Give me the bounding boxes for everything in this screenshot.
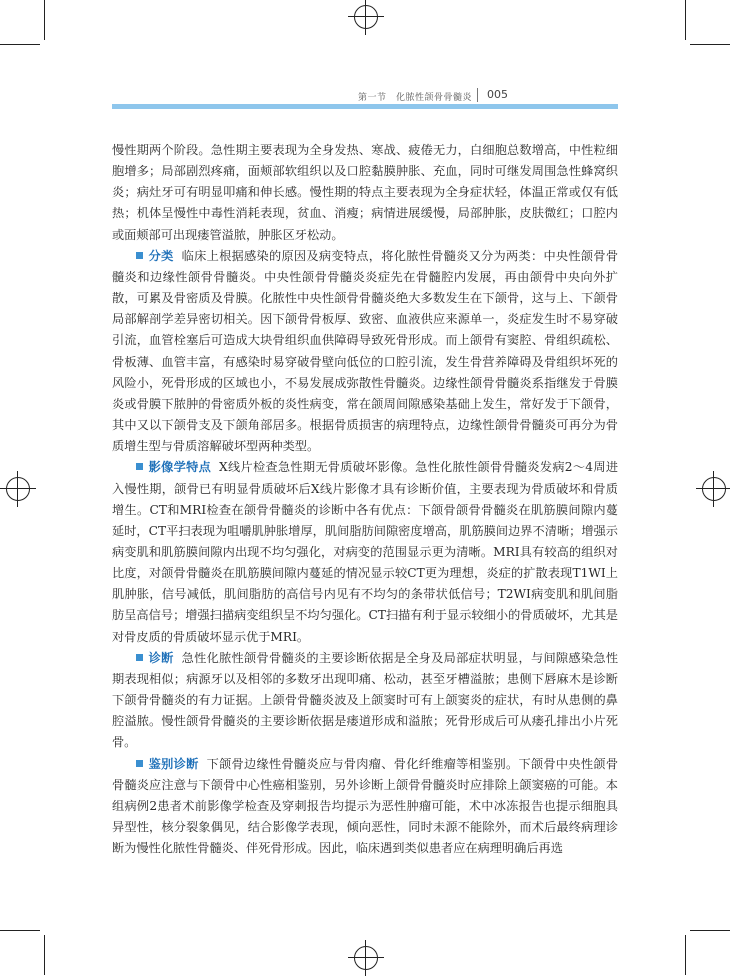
square-bullet-icon bbox=[136, 252, 143, 259]
header-accent-bar bbox=[112, 104, 618, 109]
square-bullet-icon bbox=[136, 654, 143, 661]
registration-mark-right bbox=[702, 477, 726, 501]
paragraph-text: 急性化脓性颌骨骨髓炎的主要诊断依据是全身及局部症状明显，与间隙感染急性期表现相似；病源牙以及相邻的多数牙出现叩痛、松动，甚至牙槽溢脓；患侧下唇麻木是诊断下颌骨骨髓炎的有力证据。上颌骨骨髓炎波及上颌窦时可有上颌窦炎的症状，有时从患侧的鼻腔溢脓。慢性颌骨骨髓炎的主要诊断依据是瘘道形成和溢脓；死骨形成后可从瘘孔排出小片死骨。 bbox=[112, 650, 619, 750]
paragraph-classification bbox=[112, 246, 618, 458]
section-keyword: 鉴别诊断 bbox=[148, 756, 199, 771]
registration-mark-top bbox=[354, 5, 378, 29]
page-number: 005 bbox=[487, 88, 508, 101]
paragraph-differential bbox=[112, 754, 618, 860]
paragraph-intro: 慢性期两个阶段。急性期主要表现为全身发热、寒战、疲倦无力，白细胞总数增高，中性粒细胞增多；局部剧烈疼痛，面颊部软组织以及口腔黏膜肿胀、充血，同时可继发周围急性蜂窝织炎；病灶牙可有明显叩痛和伸长感。慢性期的特点主要表现为全身症状轻，体温正常或仅有低热；机体呈慢性中毒性消耗表现，贫血、消瘦；病情进展缓慢，局部肿胀，皮肤微红；口腔内或面颊部可出现瘘管溢脓，肿胀区牙松动。 bbox=[112, 143, 618, 242]
square-bullet-icon bbox=[136, 760, 143, 767]
paragraph-diagnosis bbox=[112, 648, 618, 754]
paragraph-text: X线片检查急性期无骨质破坏影像。急性化脓性颌骨骨髓炎发病2～4周进入慢性期，颌骨已有明显骨质破坏后X线片影像才具有诊断价值，主要表现为骨质破坏和骨质增生。CT和MRI检查在颌骨骨髓炎的诊断中各有优点：下颌骨颌骨骨髓炎在肌筋膜间隙内蔓延时，CT平扫表现为咀嚼肌肿胀增厚，肌间脂肪间隙密度增高，肌筋膜间边界不清晰；增强示病变肌和肌筋膜间隙内出现不均匀强化，对病变的范围显示更为清晰。MRI具有较高的组织对比度，对颌骨骨髓炎在肌筋膜间隙内蔓延的情况显示较CT更为理想，炎症的扩散表现T1WI上肌肿胀，信号减低，肌间脂肪的高信号内见有不均匀的条带状低信号；T2WI病变肌和肌间脂肪呈高信号；增强扫描病变组织呈不均匀强化。CT扫描有利于显示较细小的骨质破坏，尤其是对骨皮质的骨质破坏显示优于MRI。 bbox=[112, 460, 619, 644]
crop-mark bbox=[44, 0, 45, 40]
crop-mark bbox=[685, 0, 686, 40]
paragraph-text: 下颌骨边缘性骨髓炎应与骨肉瘤、骨化纤维瘤等相鉴别。下颌骨中央性颌骨骨髓炎应注意与下颌骨中心性癌相鉴别，另外诊断上颌骨骨髓炎时应排除上颌窦癌的可能。本组病例2患者术前影像学检查及穿刺报告均提示为恶性肿瘤可能，术中冰冻报告也提示细胞具异型性，核分裂象偶见，结合影像学表现，倾向恶性，同时未源不能除外，而术后最终病理诊断为慢性化脓性骨髓炎、伴死骨形成。因此，临床遇到类似患者应在病理明确后再选 bbox=[112, 756, 619, 856]
running-header bbox=[112, 88, 618, 104]
crop-mark bbox=[690, 44, 730, 45]
square-bullet-icon bbox=[136, 463, 143, 470]
crop-mark bbox=[0, 930, 40, 931]
paragraph-imaging bbox=[112, 457, 618, 647]
paragraph-text: 临床上根据感染的原因及病变特点，将化脓性骨髓炎又分为两类：中央性颌骨骨髓炎和边缘性颌骨骨髓炎。中央性颌骨骨髓炎炎症先在骨髓腔内发展，再由颌骨中央向外扩散，可累及骨密质及骨膜。化脓性中央性颌骨骨髓炎绝大多数发生在下颌骨，这与上、下颌骨局部解剖学差异密切相关。因下颌骨骨板厚、致密、血液供应来源单一，炎症发生时不易穿破引流，血管栓塞后可造成大块骨组织血供障碍导致死骨形成。而上颌骨有窦腔、骨组织疏松、骨板薄、血管丰富，有感染时易穿破骨壁向低位的口腔引流，发生骨营养障碍及骨组织坏死的风险小，死骨形成的区域也小，不易发展成弥散性骨髓炎。边缘性颌骨骨髓炎系指继发于骨膜炎或骨膜下脓肿的骨密质外板的炎性病变，常在颌周间隙感染基础上发生，常好发于下颌骨，其中又以下颌骨支及下颌角部居多。根据骨质损害的病理特点，边缘性颌骨骨髓炎可再分为骨质增生型与骨质溶解破坏型两种类型。 bbox=[112, 248, 619, 454]
crop-mark bbox=[690, 930, 730, 931]
header-section-title: 第一节 化脓性颌骨骨髓炎 bbox=[357, 93, 472, 103]
crop-mark bbox=[44, 935, 45, 975]
section-keyword: 分类 bbox=[148, 248, 174, 263]
registration-mark-left bbox=[6, 477, 30, 501]
header-divider bbox=[477, 88, 478, 102]
section-keyword: 诊断 bbox=[148, 650, 174, 665]
crop-mark bbox=[685, 935, 686, 975]
crop-mark bbox=[0, 44, 40, 45]
section-keyword: 影像学特点 bbox=[148, 460, 212, 475]
body-text bbox=[112, 140, 618, 859]
registration-mark-bottom bbox=[354, 946, 378, 970]
